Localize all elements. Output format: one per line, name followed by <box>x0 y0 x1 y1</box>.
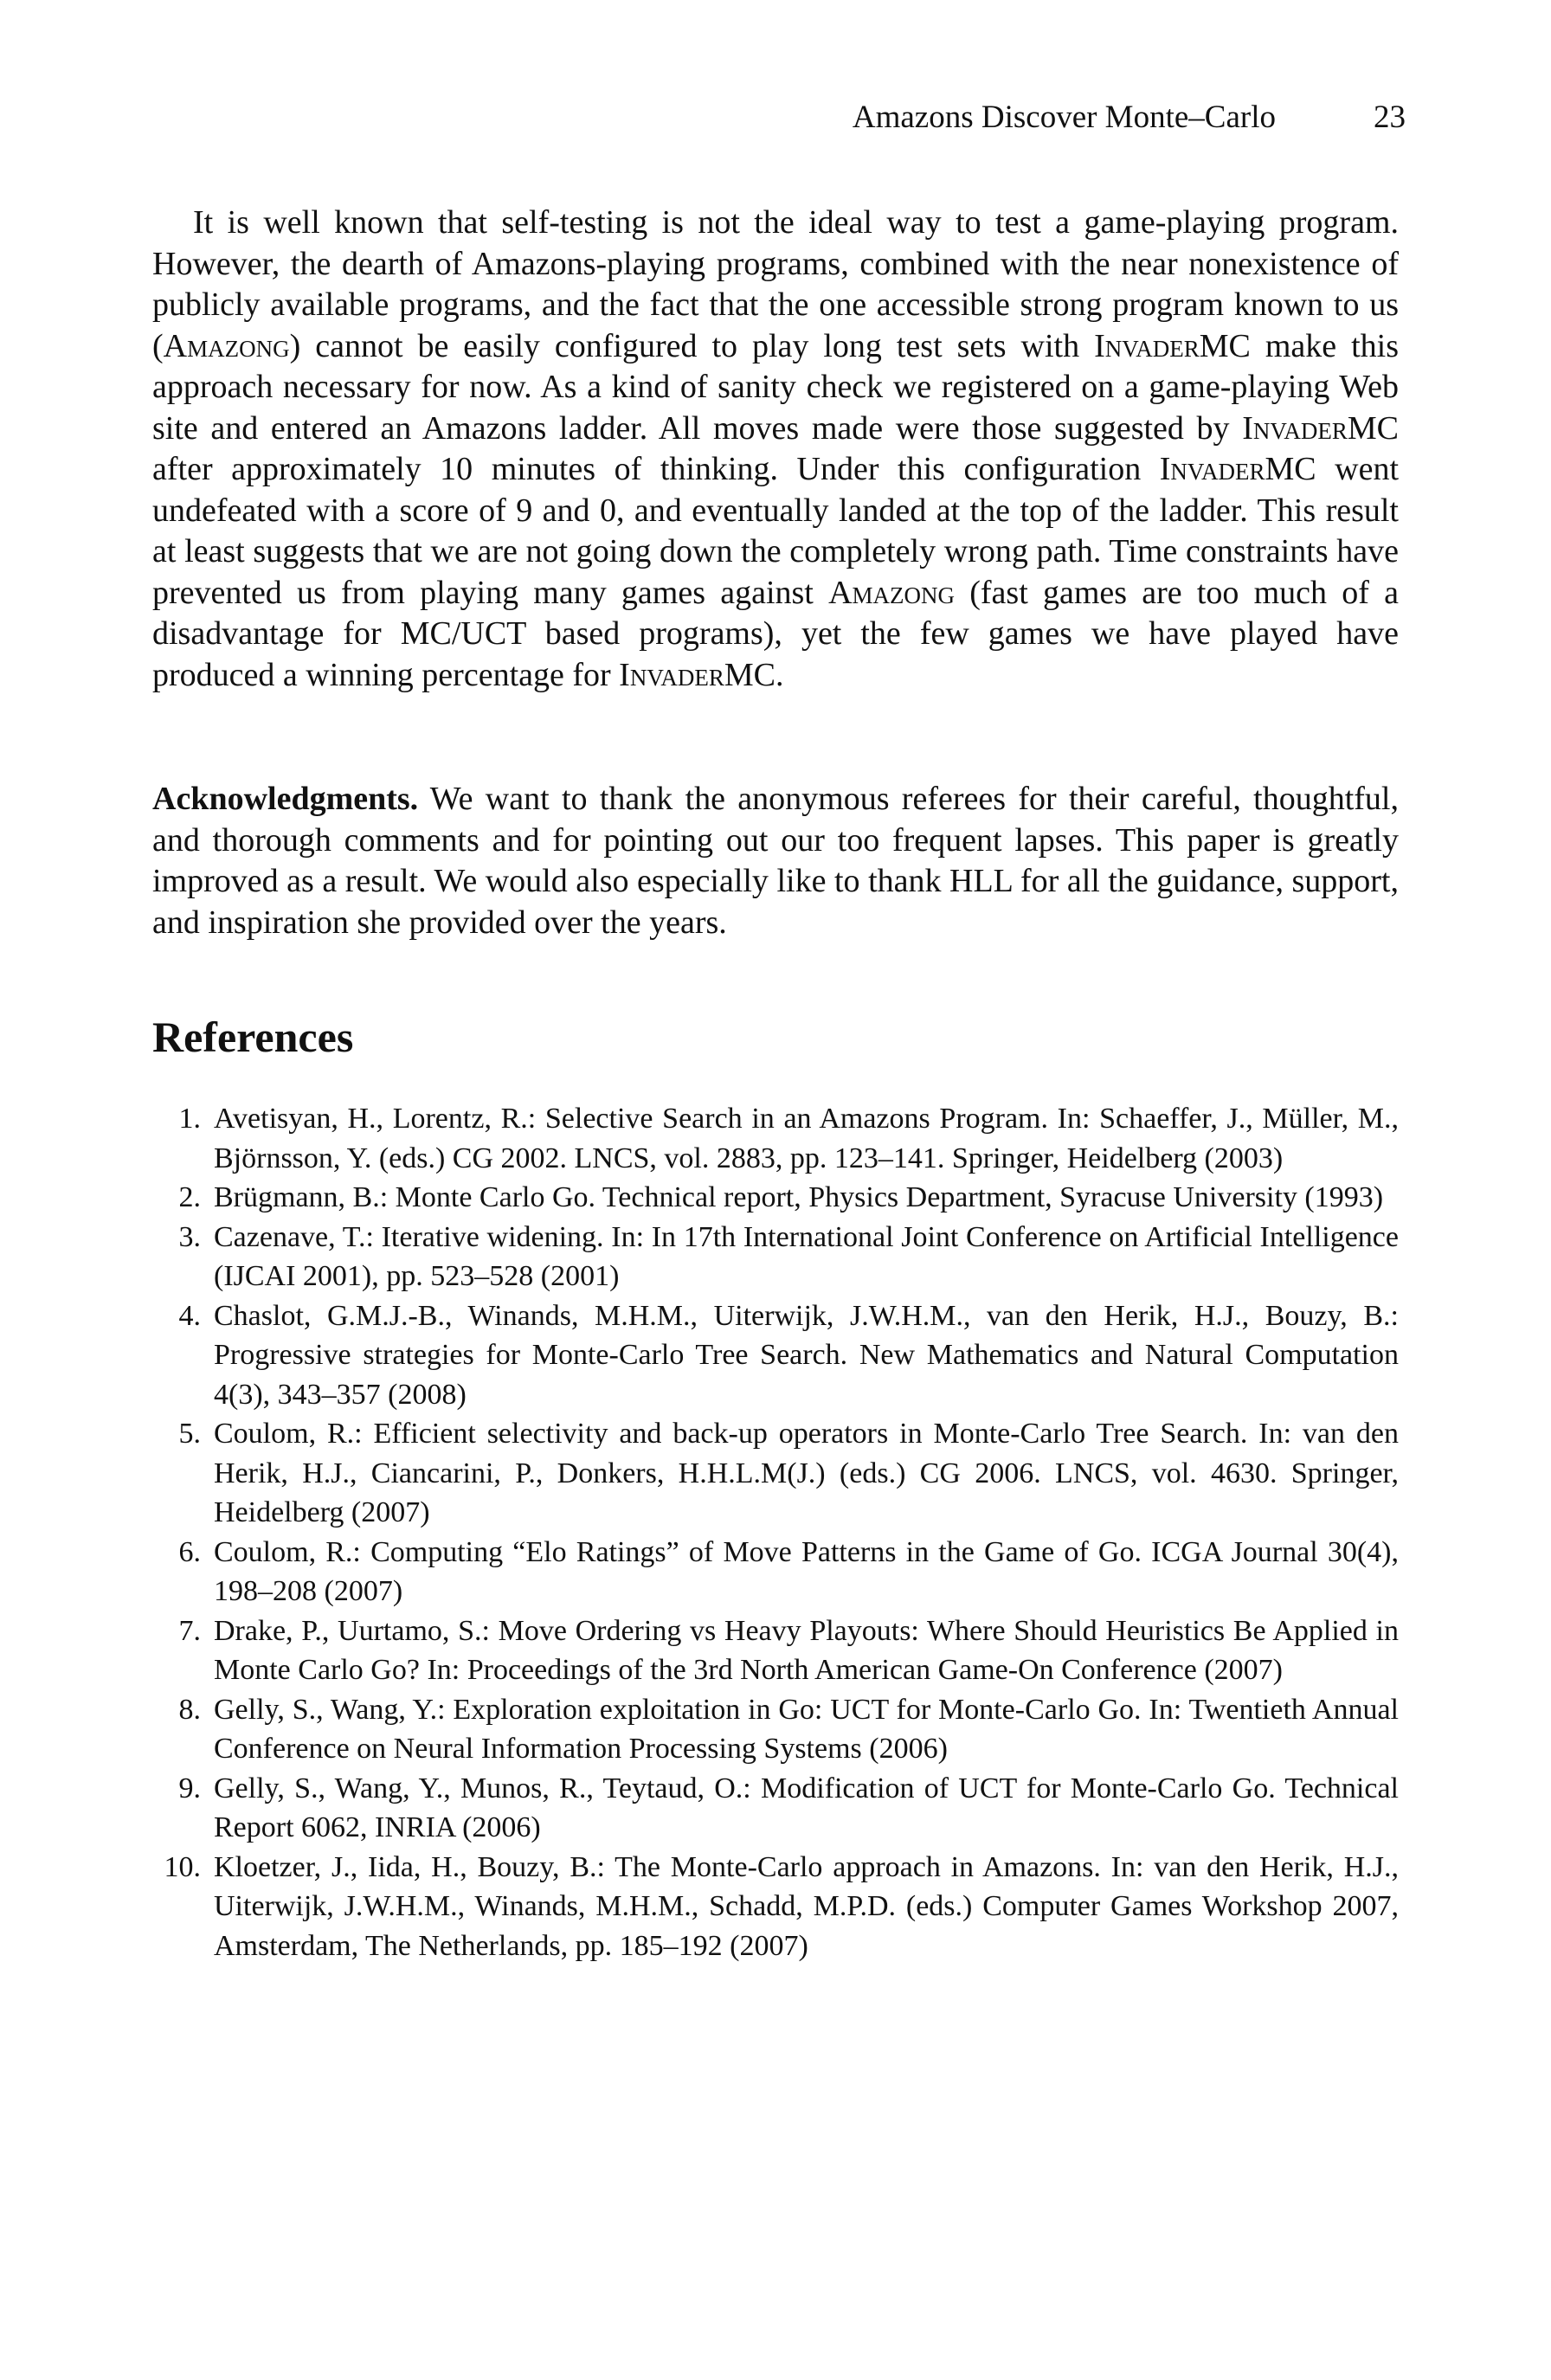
reference-text: Avetisyan, H., Lorentz, R.: Selective Search in an Amazons Program. In: Schaeffer, J., Müller, M., Björnsson, Y. (eds.) CG 2002. LNCS, vol. 2883, pp. 123–141. Springer, Heidelberg (2003) <box>214 1103 1399 1174</box>
paragraph-text-segment: MC. <box>724 656 784 693</box>
program-name-invader: Invader <box>1242 409 1348 447</box>
reference-item-10 <box>152 1848 1399 1966</box>
reference-number: 9. <box>178 1772 201 1804</box>
running-title: Amazons Discover Monte–Carlo <box>852 100 1276 135</box>
reference-item-3 <box>152 1218 1399 1296</box>
reference-text: Gelly, S., Wang, Y.: Exploration exploitation in Go: UCT for Monte-Carlo Go. In: Twentieth Annual Conference on Neural Information Processing Systems (2006) <box>214 1693 1399 1765</box>
program-name-amazong: Amazong <box>163 327 290 364</box>
reference-item-7 <box>152 1611 1399 1690</box>
reference-text: Cazenave, T.: Iterative widening. In: In 17th International Joint Conference on Artificial Intelligence (IJCAI 2001), pp. 523–528 (2001) <box>214 1220 1399 1292</box>
reference-item-8 <box>152 1690 1399 1769</box>
reference-number: 1. <box>178 1103 201 1135</box>
program-name-invader: Invader <box>1094 327 1200 364</box>
acknowledgments-heading: Acknowledgments. <box>152 781 419 817</box>
references-heading: References <box>152 1013 354 1061</box>
program-name-invader: Invader <box>1159 451 1265 487</box>
paragraph-text-segment: MC make this approach necessary for now. As a kind of sanity check we registered on a game-playing Web site and entered an Amazons ladder. All moves made were those suggested by <box>152 327 1399 447</box>
program-name-amazong: Amazong <box>828 574 956 611</box>
reference-text: Gelly, S., Wang, Y., Munos, R., Teytaud, O.: Modification of UCT for Monte-Carlo Go. Technical Report 6062, INRIA (2006) <box>214 1772 1399 1843</box>
reference-item-2 <box>152 1178 1399 1218</box>
reference-item-6 <box>152 1533 1399 1611</box>
reference-number: 10. <box>164 1850 201 1883</box>
reference-item-4 <box>152 1296 1399 1415</box>
page-number: 23 <box>1374 100 1406 135</box>
reference-number: 4. <box>178 1299 201 1332</box>
paragraph-text-segment: MC went undefeated with a score of 9 and 0, and eventually landed at the top of the ladder. This result at least suggests that we are not going down the completely wrong path. Time constraints have prevented us from playing many games against <box>152 451 1400 611</box>
reference-number: 6. <box>178 1535 201 1568</box>
paragraph-text-segment: (fast games are too much of a disadvantage for MC/UCT based programs), yet the few games we have played have produced a winning percentage for <box>152 574 1399 693</box>
reference-number: 2. <box>178 1181 201 1213</box>
program-name-invader: Invader <box>619 656 724 693</box>
body-paragraph-self-testing <box>152 203 1399 696</box>
reference-text: Chaslot, G.M.J.-B., Winands, M.H.M., Uiterwijk, J.W.H.M., van den Herik, H.J., Bouzy, B.: Progressive strategies for Monte-Carlo Tree Search. New Mathematics and Natural Computation 4(3), 343–357 (2008) <box>214 1299 1399 1411</box>
reference-item-1 <box>152 1099 1399 1178</box>
reference-number: 8. <box>178 1693 201 1726</box>
reference-number: 7. <box>178 1614 201 1647</box>
reference-item-9 <box>152 1769 1399 1848</box>
acknowledgments-text: We want to thank the anonymous referees for their careful, thoughtful, and thorough comments and for pointing out our too frequent lapses. This paper is greatly improved as a result. We would also especially like to thank HLL for all the guidance, support, and inspiration she provided over the years. <box>152 781 1399 941</box>
reference-text: Coulom, R.: Efficient selectivity and back-up operators in Monte-Carlo Tree Search. In: van den Herik, H.J., Ciancarini, P., Donkers, H.H.L.M(J.) (eds.) CG 2006. LNCS, vol. 4630. Springer, Heidelberg (2007) <box>214 1418 1399 1528</box>
reference-text: Brügmann, B.: Monte Carlo Go. Technical report, Physics Department, Syracuse University (1993) <box>214 1181 1384 1213</box>
reference-number: 5. <box>178 1418 201 1450</box>
reference-text: Coulom, R.: Computing “Elo Ratings” of Move Patterns in the Game of Go. ICGA Journal 30(4), 198–208 (2007) <box>214 1535 1399 1607</box>
reference-number: 3. <box>178 1220 201 1253</box>
reference-text: Drake, P., Uurtamo, S.: Move Ordering vs Heavy Playouts: Where Should Heuristics Be Applied in Monte Carlo Go? In: Proceedings of the 3rd North American Game-On Conference (2007) <box>214 1614 1399 1686</box>
paragraph-text-segment: ) cannot be easily configured to play long test sets with <box>289 327 1095 364</box>
paragraph-text-segment: It is well known that self-testing is not the ideal way to test a game-playing program. However, the dearth of Amazons-playing programs, combined with the near nonexistence of publicly available programs, and the fact that the one accessible strong program known to us ( <box>152 204 1399 364</box>
reference-item-5 <box>152 1414 1399 1533</box>
reference-text: Kloetzer, J., Iida, H., Bouzy, B.: The Monte-Carlo approach in Amazons. In: van den Herik, H.J., Uiterwijk, J.W.H.M., Winands, M.H.M., Schadd, M.P.D. (eds.) Computer Games Workshop 2007, Amsterdam, The Netherlands, pp. 185–192 (2007) <box>214 1850 1399 1962</box>
acknowledgments-paragraph <box>152 779 1399 943</box>
references-list <box>152 1099 1399 1965</box>
paragraph-text-segment: MC after approximately 10 minutes of thinking. Under this configuration <box>152 409 1399 487</box>
running-header <box>152 97 1406 138</box>
